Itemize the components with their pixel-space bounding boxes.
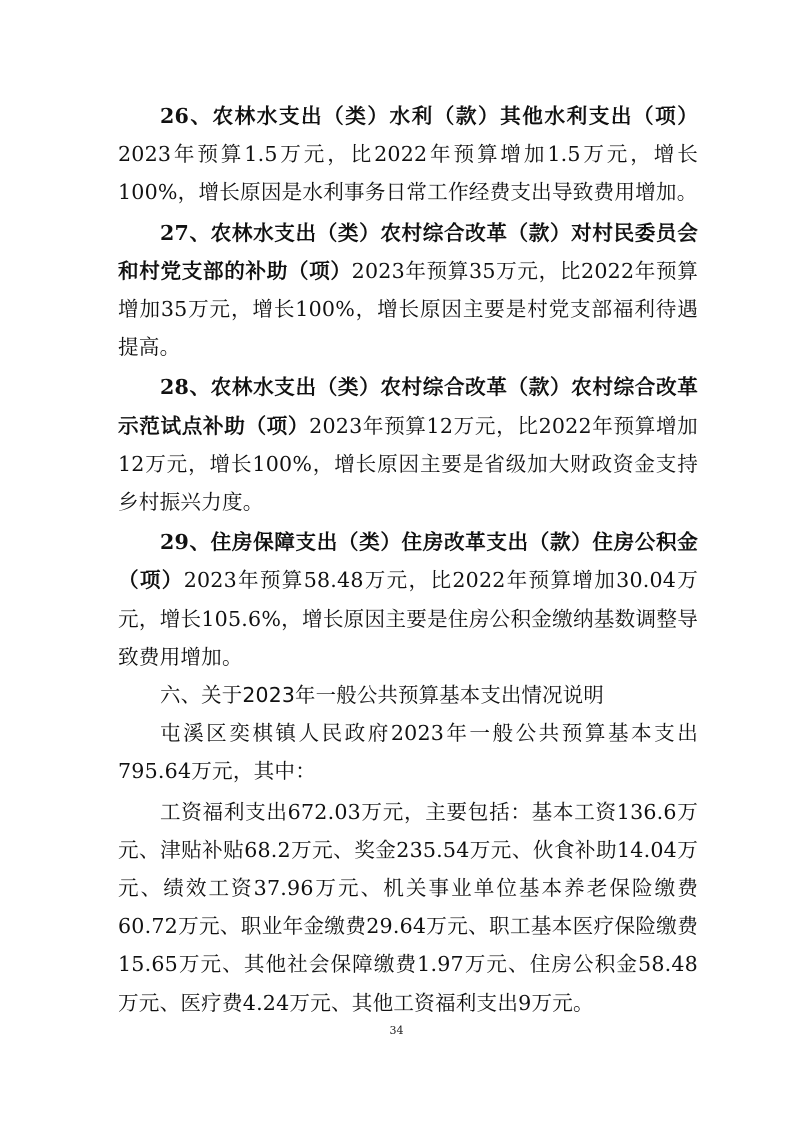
item-28-title: 28、农林水支出（类）农村综合改革（款）农村综合改革示范试点补助（项）	[118, 375, 698, 438]
item-29-text: 2023年预算58.48万元，比2022年预算增加30.04万元，增长105.6%，增长原因主要是住房公积金缴纳基数调整导致费用增加。	[118, 568, 698, 669]
item-27-title: 27、农林水支出（类）农村综合改革（款）对村民委员会和村党支部的补助（项）	[118, 220, 698, 283]
item-28-text: 2023年预算12万元，比2022年预算增加12万元，增长100%，增长原因主要是省级加大财政资金支持乡村振兴力度。	[118, 413, 698, 515]
item-29-paragraph	[118, 523, 698, 676]
item-26-title: 26、农林水支出（类）水利（款）其他水利支出（项）	[160, 104, 698, 128]
page-content	[118, 97, 698, 1022]
section-heading: 六、关于2023年一般公共预算基本支出情况说明	[160, 683, 604, 708]
item-29-title: 29、住房保障支出（类）住房改革支出（款）住房公积金（项）	[118, 530, 698, 593]
item-27-paragraph	[118, 214, 698, 367]
section-detail: 工资福利支出672.03万元，主要包括：基本工资136.6万元、津贴补贴68.2万元、奖金235.54万元、伙食补助14.04万元、绩效工资37.96万元、机关事业单位基本养老保险缴费60.72万元、职业年金缴费29.64万元、职工基本医疗保险缴费15.65万元、其他社会保障缴费1.97万元、住房公积金58.48万元、医疗费4.24万元、其他工资福利支出9万元。	[118, 799, 698, 1015]
section-intro: 屯溪区奕棋镇人民政府2023年一般公共预算基本支出795.64万元，其中：	[118, 721, 698, 784]
item-26-paragraph	[118, 97, 698, 212]
page-number: 34	[389, 1024, 404, 1037]
item-26-text: 2023年预算1.5万元，比2022年预算增加1.5万元，增长100%，增长原因是水利事务日常工作经费支出导致费用增加。	[118, 142, 698, 205]
item-28-paragraph	[118, 368, 698, 521]
item-27-text: 2023年预算35万元，比2022年预算增加35万元，增长100%，增长原因主要是村党支部福利待遇提高。	[118, 258, 698, 360]
